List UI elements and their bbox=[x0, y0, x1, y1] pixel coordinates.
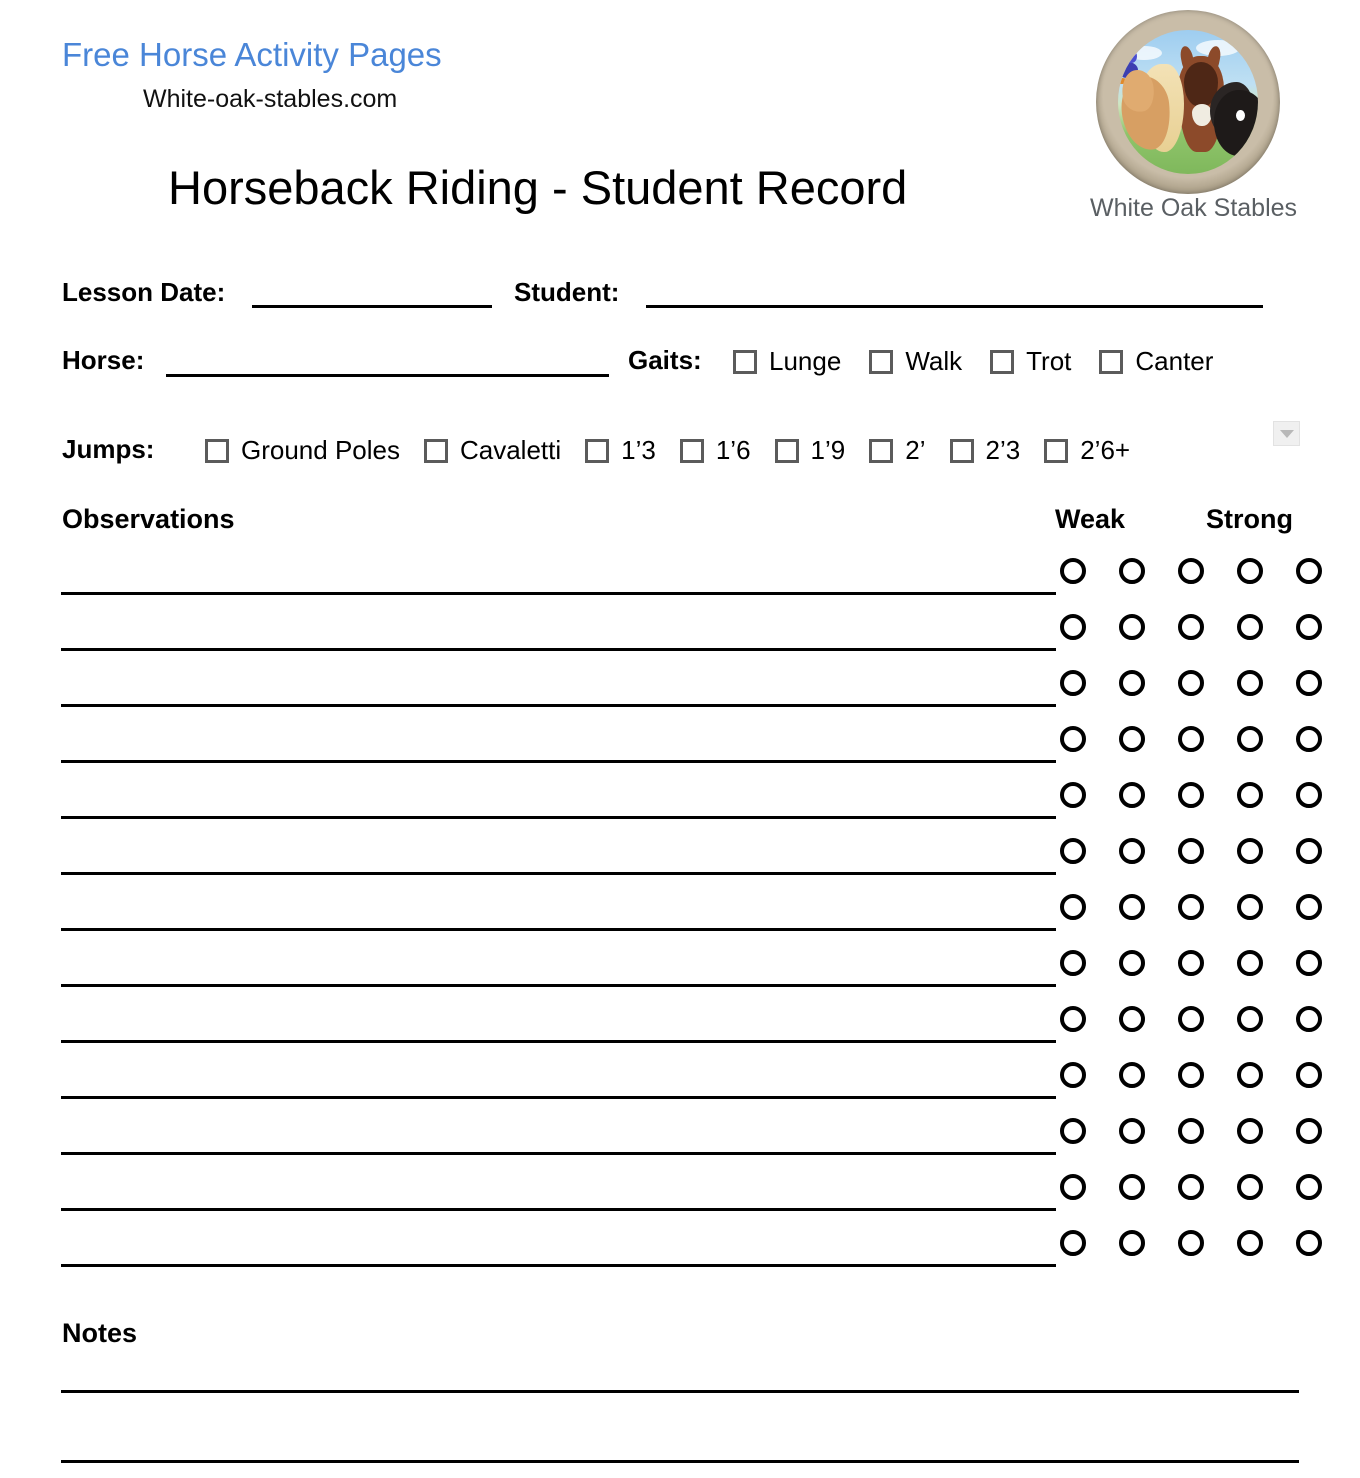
jumps-option-1-6[interactable] bbox=[680, 435, 751, 466]
checkbox-icon[interactable] bbox=[950, 439, 974, 463]
rating-circle[interactable] bbox=[1178, 1118, 1204, 1144]
rating-scale bbox=[1060, 828, 1322, 864]
rating-circle[interactable] bbox=[1060, 838, 1086, 864]
horse-input[interactable] bbox=[166, 374, 609, 377]
rating-circle[interactable] bbox=[1060, 1230, 1086, 1256]
rating-circle[interactable] bbox=[1237, 1006, 1263, 1032]
rating-circle[interactable] bbox=[1060, 614, 1086, 640]
gaits-option-label: Lunge bbox=[769, 346, 842, 376]
logo-caption: White Oak Stables bbox=[1090, 194, 1298, 222]
rating-circle[interactable] bbox=[1237, 894, 1263, 920]
gaits-checkbox-group bbox=[733, 346, 1213, 377]
jumps-checkbox-group bbox=[205, 435, 1130, 466]
scale-strong-label: Strong bbox=[1206, 504, 1293, 534]
observation-input-line[interactable] bbox=[61, 1152, 1056, 1155]
rating-circle[interactable] bbox=[1237, 1230, 1263, 1256]
chevron-down-icon bbox=[1280, 430, 1294, 438]
observations-heading: Observations bbox=[62, 504, 235, 534]
rating-circle[interactable] bbox=[1296, 670, 1322, 696]
gaits-option-walk[interactable] bbox=[869, 346, 962, 377]
jumps-option-label: Ground Poles bbox=[241, 435, 400, 465]
rating-circle[interactable] bbox=[1119, 558, 1145, 584]
observation-row bbox=[0, 1052, 1360, 1108]
rating-scale bbox=[1060, 772, 1322, 808]
rating-circle[interactable] bbox=[1060, 726, 1086, 752]
scale-weak-label: Weak bbox=[1055, 504, 1126, 534]
black-horse-eye-icon bbox=[1236, 110, 1245, 121]
checkbox-icon[interactable] bbox=[585, 439, 609, 463]
observation-row bbox=[0, 940, 1360, 996]
gaits-label: Gaits: bbox=[628, 345, 702, 375]
gaits-option-trot[interactable] bbox=[990, 346, 1071, 377]
observation-input-line[interactable] bbox=[61, 760, 1056, 763]
jumps-option-label: 1’9 bbox=[810, 435, 846, 465]
horseshoe-ring-icon bbox=[1096, 10, 1280, 194]
horse-label: Horse: bbox=[62, 345, 145, 375]
observation-row bbox=[0, 772, 1360, 828]
rating-scale bbox=[1060, 604, 1322, 640]
rating-circle[interactable] bbox=[1119, 1174, 1145, 1200]
rating-circle[interactable] bbox=[1296, 894, 1322, 920]
rating-circle[interactable] bbox=[1060, 782, 1086, 808]
rating-circle[interactable] bbox=[1060, 558, 1086, 584]
rating-circle[interactable] bbox=[1060, 894, 1086, 920]
rating-circle[interactable] bbox=[1178, 894, 1204, 920]
observation-row bbox=[0, 1164, 1360, 1220]
notes-heading: Notes bbox=[62, 1318, 138, 1348]
rating-circle[interactable] bbox=[1119, 838, 1145, 864]
observation-row bbox=[0, 884, 1360, 940]
rating-circle[interactable] bbox=[1119, 1230, 1145, 1256]
observation-input-line[interactable] bbox=[61, 648, 1056, 651]
gaits-option-label: Trot bbox=[1026, 346, 1072, 376]
rating-circle[interactable] bbox=[1119, 726, 1145, 752]
dropdown-button[interactable] bbox=[1273, 421, 1300, 446]
observation-row bbox=[0, 996, 1360, 1052]
rating-circle[interactable] bbox=[1119, 614, 1145, 640]
checkbox-icon[interactable] bbox=[424, 439, 448, 463]
rating-circle[interactable] bbox=[1296, 1118, 1322, 1144]
rating-scale bbox=[1060, 1164, 1322, 1200]
lesson-date-input[interactable] bbox=[252, 305, 492, 308]
jumps-option-label: 1’6 bbox=[715, 435, 751, 465]
rating-circle[interactable] bbox=[1060, 1118, 1086, 1144]
checkbox-icon[interactable] bbox=[990, 350, 1014, 374]
rating-scale bbox=[1060, 1052, 1322, 1088]
rating-circle[interactable] bbox=[1178, 614, 1204, 640]
black-horse-icon bbox=[1214, 90, 1258, 156]
jumps-option-label: 2’ bbox=[905, 435, 926, 465]
jumps-option-label: 2’6+ bbox=[1080, 435, 1131, 465]
rating-circle[interactable] bbox=[1178, 558, 1204, 584]
observation-input-line[interactable] bbox=[61, 592, 1056, 595]
rating-scale bbox=[1060, 1220, 1322, 1256]
rating-circle[interactable] bbox=[1060, 670, 1086, 696]
rating-circle[interactable] bbox=[1119, 894, 1145, 920]
rating-scale bbox=[1060, 884, 1322, 920]
rating-circle[interactable] bbox=[1060, 1062, 1086, 1088]
student-label: Student: bbox=[514, 277, 620, 307]
rating-circle[interactable] bbox=[1237, 558, 1263, 584]
rating-circle[interactable] bbox=[1119, 782, 1145, 808]
rating-circle[interactable] bbox=[1296, 726, 1322, 752]
jumps-option-cavaletti[interactable] bbox=[424, 435, 561, 466]
rating-circle[interactable] bbox=[1296, 1174, 1322, 1200]
student-input[interactable] bbox=[646, 305, 1263, 308]
checkbox-icon[interactable] bbox=[869, 350, 893, 374]
rating-circle[interactable] bbox=[1237, 950, 1263, 976]
rating-circle[interactable] bbox=[1296, 558, 1322, 584]
rating-circle[interactable] bbox=[1237, 838, 1263, 864]
rating-circle[interactable] bbox=[1296, 838, 1322, 864]
rating-circle[interactable] bbox=[1237, 614, 1263, 640]
observation-input-line[interactable] bbox=[61, 1264, 1056, 1267]
rating-circle[interactable] bbox=[1119, 1006, 1145, 1032]
observation-input-line[interactable] bbox=[61, 928, 1056, 931]
checkbox-icon[interactable] bbox=[680, 439, 704, 463]
checkbox-icon[interactable] bbox=[869, 439, 893, 463]
brand-title: Free Horse Activity Pages bbox=[62, 36, 442, 73]
jumps-label: Jumps: bbox=[62, 434, 155, 464]
rating-circle[interactable] bbox=[1060, 1006, 1086, 1032]
gaits-option-canter[interactable] bbox=[1099, 346, 1213, 377]
rating-circle[interactable] bbox=[1178, 1230, 1204, 1256]
rating-circle[interactable] bbox=[1178, 726, 1204, 752]
gaits-option-label: Walk bbox=[905, 346, 963, 376]
white-oak-stables-logo bbox=[1090, 8, 1298, 228]
rating-circle[interactable] bbox=[1237, 670, 1263, 696]
gaits-option-lunge[interactable] bbox=[733, 346, 841, 377]
observation-row bbox=[0, 828, 1360, 884]
observation-input-line[interactable] bbox=[61, 872, 1056, 875]
rating-circle[interactable] bbox=[1237, 1174, 1263, 1200]
rating-scale bbox=[1060, 940, 1322, 976]
brand-website-url: White-oak-stables.com bbox=[143, 85, 398, 113]
rating-scale bbox=[1060, 1108, 1322, 1144]
notes-input-line[interactable] bbox=[61, 1390, 1299, 1393]
jumps-option-label: 2’3 bbox=[985, 435, 1021, 465]
rating-circle[interactable] bbox=[1178, 1062, 1204, 1088]
rating-scale bbox=[1060, 716, 1322, 752]
observation-row bbox=[0, 1220, 1360, 1276]
rating-scale bbox=[1060, 660, 1322, 696]
checkbox-icon[interactable] bbox=[733, 350, 757, 374]
rating-circle[interactable] bbox=[1060, 950, 1086, 976]
rating-scale bbox=[1060, 548, 1322, 584]
observation-input-line[interactable] bbox=[61, 1096, 1056, 1099]
page-title: Horseback Riding - Student Record bbox=[168, 161, 908, 214]
observation-input-line[interactable] bbox=[61, 984, 1056, 987]
jumps-option-1-3[interactable] bbox=[585, 435, 656, 466]
rating-circle[interactable] bbox=[1237, 782, 1263, 808]
observation-row bbox=[0, 716, 1360, 772]
rating-circle[interactable] bbox=[1296, 1230, 1322, 1256]
jumps-option-1-9[interactable] bbox=[775, 435, 846, 466]
rating-circle[interactable] bbox=[1296, 1006, 1322, 1032]
jumps-option-2-6-plus[interactable] bbox=[1044, 435, 1130, 466]
logo-scene bbox=[1118, 30, 1258, 174]
rating-circle[interactable] bbox=[1178, 670, 1204, 696]
checkbox-icon[interactable] bbox=[205, 439, 229, 463]
rating-circle[interactable] bbox=[1119, 670, 1145, 696]
observation-row bbox=[0, 660, 1360, 716]
observations-list bbox=[0, 548, 1360, 1276]
observation-row bbox=[0, 1108, 1360, 1164]
notes-input-line[interactable] bbox=[61, 1460, 1299, 1463]
rating-circle[interactable] bbox=[1237, 1062, 1263, 1088]
checkbox-icon[interactable] bbox=[1099, 350, 1123, 374]
jumps-option-2[interactable] bbox=[869, 435, 925, 466]
rating-circle[interactable] bbox=[1178, 950, 1204, 976]
rating-circle[interactable] bbox=[1237, 1118, 1263, 1144]
rating-circle[interactable] bbox=[1178, 1006, 1204, 1032]
gaits-option-label: Canter bbox=[1135, 346, 1214, 376]
checkbox-icon[interactable] bbox=[1044, 439, 1068, 463]
rating-circle[interactable] bbox=[1296, 1062, 1322, 1088]
rating-circle[interactable] bbox=[1237, 726, 1263, 752]
rating-scale bbox=[1060, 996, 1322, 1032]
jumps-option-label: 1’3 bbox=[621, 435, 656, 465]
rating-circle[interactable] bbox=[1296, 782, 1322, 808]
observation-input-line[interactable] bbox=[61, 1208, 1056, 1211]
observation-input-line[interactable] bbox=[61, 1040, 1056, 1043]
observation-input-line[interactable] bbox=[61, 816, 1056, 819]
rating-circle[interactable] bbox=[1119, 1062, 1145, 1088]
rating-circle[interactable] bbox=[1178, 782, 1204, 808]
jumps-option-2-3[interactable] bbox=[950, 435, 1021, 466]
jumps-option-label: Cavaletti bbox=[459, 435, 562, 465]
rating-circle[interactable] bbox=[1060, 1174, 1086, 1200]
observation-row bbox=[0, 604, 1360, 660]
rating-circle[interactable] bbox=[1178, 1174, 1204, 1200]
rating-circle[interactable] bbox=[1119, 1118, 1145, 1144]
observation-input-line[interactable] bbox=[61, 704, 1056, 707]
rating-circle[interactable] bbox=[1178, 838, 1204, 864]
rating-circle[interactable] bbox=[1296, 950, 1322, 976]
lesson-date-label: Lesson Date: bbox=[62, 277, 226, 307]
observation-row bbox=[0, 548, 1360, 604]
rating-circle[interactable] bbox=[1296, 614, 1322, 640]
jumps-option-ground-poles[interactable] bbox=[205, 435, 400, 466]
checkbox-icon[interactable] bbox=[775, 439, 799, 463]
rating-circle[interactable] bbox=[1119, 950, 1145, 976]
